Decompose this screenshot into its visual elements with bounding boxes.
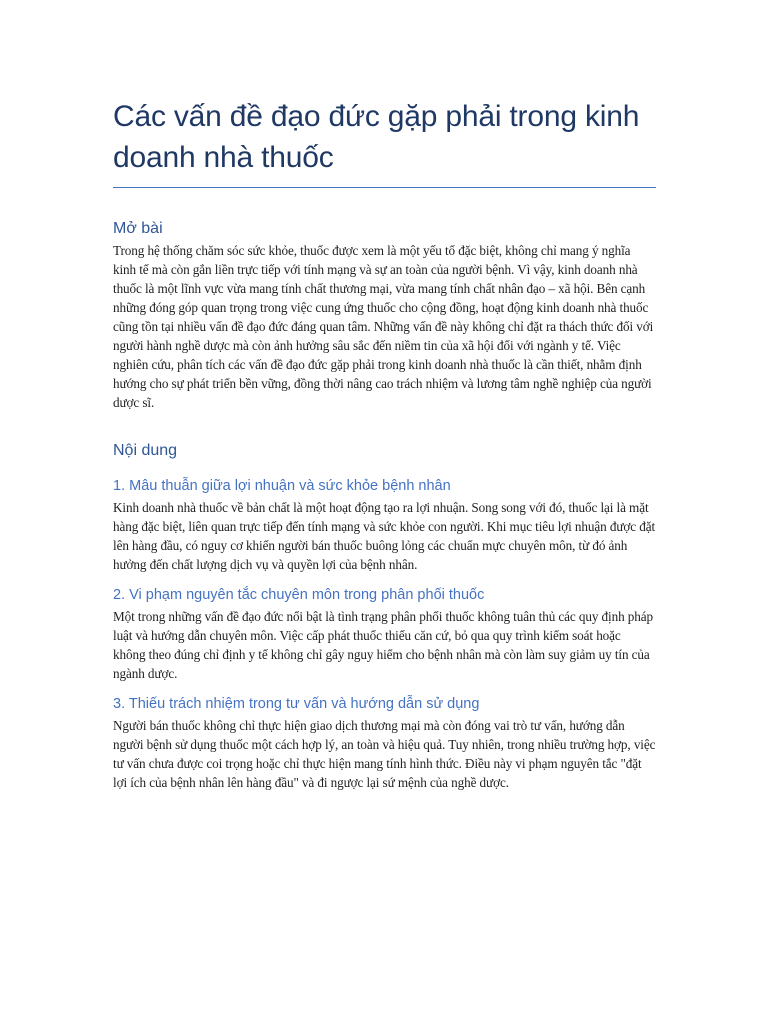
section-paragraph-2: Một trong những vấn đề đạo đức nổi bật là tình trạng phân phối thuốc không tuân thủ các quy định pháp luật và hướng dẫn chuyên môn. Việc cấp phát thuốc thiếu căn cứ, bỏ qua quy trình kiểm soát hoặc không theo đúng chỉ định y tế không chỉ gây nguy hiểm cho bệnh nhân mà còn làm suy giảm uy tín của ngành dược. — [113, 609, 654, 681]
title-divider — [113, 187, 656, 188]
section-paragraph-1: Kinh doanh nhà thuốc về bản chất là một hoạt động tạo ra lợi nhuận. Song song với đó, thuốc lại là mặt hàng đặc biệt, liên quan trực tiếp đến tính mạng và sức khỏe con người. Khi mục tiêu lợi nhuận được đặt lên hàng đầu, có nguy cơ khiến người bán thuốc buông lỏng các chuẩn mực chuyên môn, từ đó ảnh hưởng đến chất lượng dịch vụ và quyền lợi của bệnh nhân. — [113, 500, 656, 572]
intro-heading: Mở bài — [113, 220, 163, 237]
document-title: Các vấn đề đạo đức gặp phải trong kinh doanh nhà thuốc — [113, 100, 640, 174]
section-heading-3: 3. Thiếu trách nhiệm trong tư vấn và hướng dẫn sử dụng — [113, 696, 480, 712]
content-heading: Nội dung — [113, 442, 178, 459]
section-heading-2: 2. Vi phạm nguyên tắc chuyên môn trong phân phối thuốc — [113, 587, 485, 603]
section-heading-1: 1. Mâu thuẫn giữa lợi nhuận và sức khỏe bệnh nhân — [113, 478, 451, 494]
section-paragraph-3: Người bán thuốc không chỉ thực hiện giao dịch thương mại mà còn đóng vai trò tư vấn, hướng dẫn người bệnh sử dụng thuốc một cách hợp lý, an toàn và hiệu quả. Tuy nhiên, trong nhiều trường hợp, việc tư vấn chưa được coi trọng hoặc chỉ thực hiện mang tính hình thức. Điều này vi phạm nguyên tắc "đặt lợi ích của bệnh nhân lên hàng đầu" và đi ngược lại sứ mệnh của nghề dược. — [113, 718, 656, 790]
intro-paragraph: Trong hệ thống chăm sóc sức khỏe, thuốc được xem là một yếu tố đặc biệt, không chỉ mang ý nghĩa kinh tế mà còn gắn liền trực tiếp với tính mạng và sự an toàn của người bệnh. Vì vậy, kinh doanh nhà thuốc là một lĩnh vực vừa mang tính chất thương mại, vừa mang tính chất nhân đạo – xã hội. Bên cạnh những đóng góp quan trọng trong việc cung ứng thuốc cho cộng đồng, hoạt động kinh doanh nhà thuốc cũng tồn tại nhiều vấn đề đạo đức đáng quan tâm. Những vấn đề này không chỉ đặt ra thách thức đối với người hành nghề dược mà còn ảnh hưởng sâu sắc đến niềm tin của xã hội đối với ngành y tế. Việc nghiên cứu, phân tích các vấn đề đạo đức gặp phải trong kinh doanh nhà thuốc là cần thiết, nhằm định hướng cho sự phát triển bền vững, đồng thời nâng cao trách nhiệm và lương tâm nghề nghiệp của người dược sĩ. — [113, 243, 654, 410]
